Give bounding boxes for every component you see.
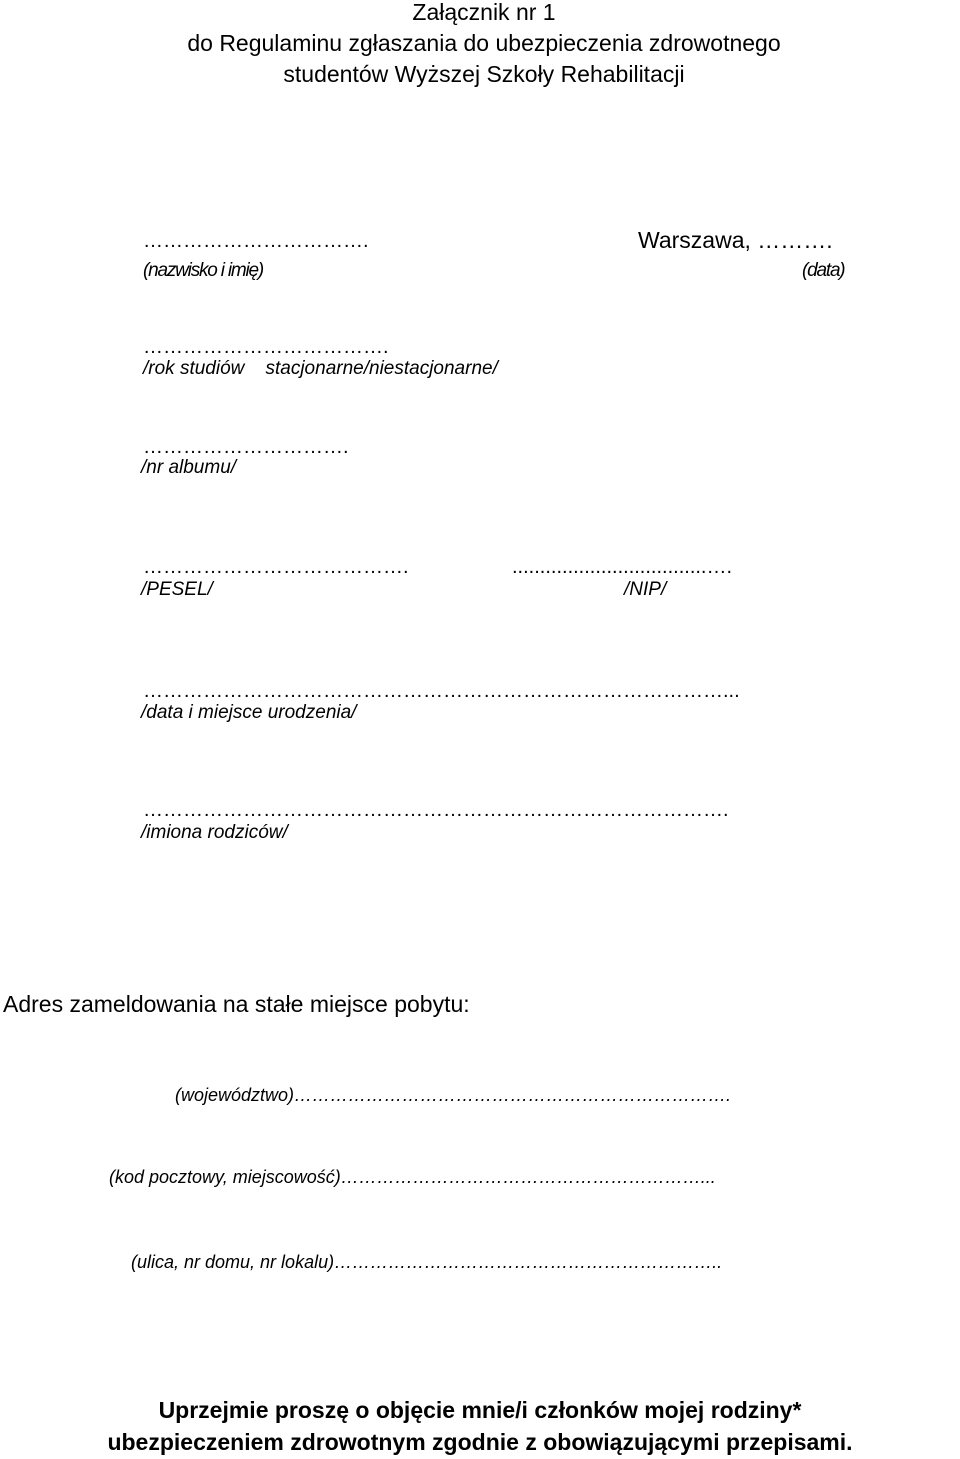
date-field-label: (data) bbox=[802, 260, 845, 281]
pesel-label: /PESEL/ bbox=[141, 579, 213, 600]
request-line1: Uprzejmie proszę o objęcie mnie/i członków mojej rodziny* bbox=[158, 1397, 802, 1423]
date-field[interactable]: Warszawa, ………. bbox=[638, 227, 833, 253]
birth-dots[interactable]: ……………………………………………………………………………... bbox=[143, 680, 740, 702]
name-field-dots[interactable]: ……………………………. bbox=[143, 230, 369, 252]
study-year-label: /rok studiów stacjonarne/niestacjonarne/ bbox=[143, 358, 498, 379]
album-number-label: /nr albumu/ bbox=[141, 457, 237, 478]
study-year-dots[interactable]: ………………………………. bbox=[143, 336, 389, 358]
annex-subtitle-line1: do Regulaminu zgłaszania do ubezpieczenia zdrowotnego bbox=[187, 30, 781, 56]
nip-label: /NIP/ bbox=[624, 579, 667, 600]
address-postal-city-field[interactable]: (kod pocztowy, miejscowość)……………………………………………………... bbox=[109, 1167, 716, 1187]
address-street-field[interactable]: (ulica, nr domu, nr lokalu)……………………………………………………….. bbox=[131, 1252, 723, 1272]
annex-title: Załącznik nr 1 bbox=[412, 0, 556, 25]
annex-subtitle-line2: studentów Wyższej Szkoły Rehabilitacji bbox=[283, 61, 685, 87]
nip-dots[interactable]: ...................................…. bbox=[512, 556, 733, 578]
address-heading: Adres zameldowania na stałe miejsce pobytu: bbox=[3, 991, 470, 1017]
address-voivodeship-field[interactable]: (województwo)………………………………………………………………. bbox=[175, 1085, 732, 1105]
album-number-dots[interactable]: …………………………. bbox=[143, 436, 349, 458]
name-field-label: (nazwisko i imię) bbox=[143, 260, 264, 281]
parents-label: /imiona rodziców/ bbox=[141, 822, 288, 843]
birth-label: /data i miejsce urodzenia/ bbox=[141, 702, 357, 723]
pesel-dots[interactable]: …………………………………. bbox=[143, 556, 409, 578]
parents-dots[interactable]: ……………………………………………………………………………. bbox=[143, 799, 729, 821]
request-line2: ubezpieczeniem zdrowotnym zgodnie z obowiązującymi przepisami. bbox=[107, 1429, 853, 1455]
